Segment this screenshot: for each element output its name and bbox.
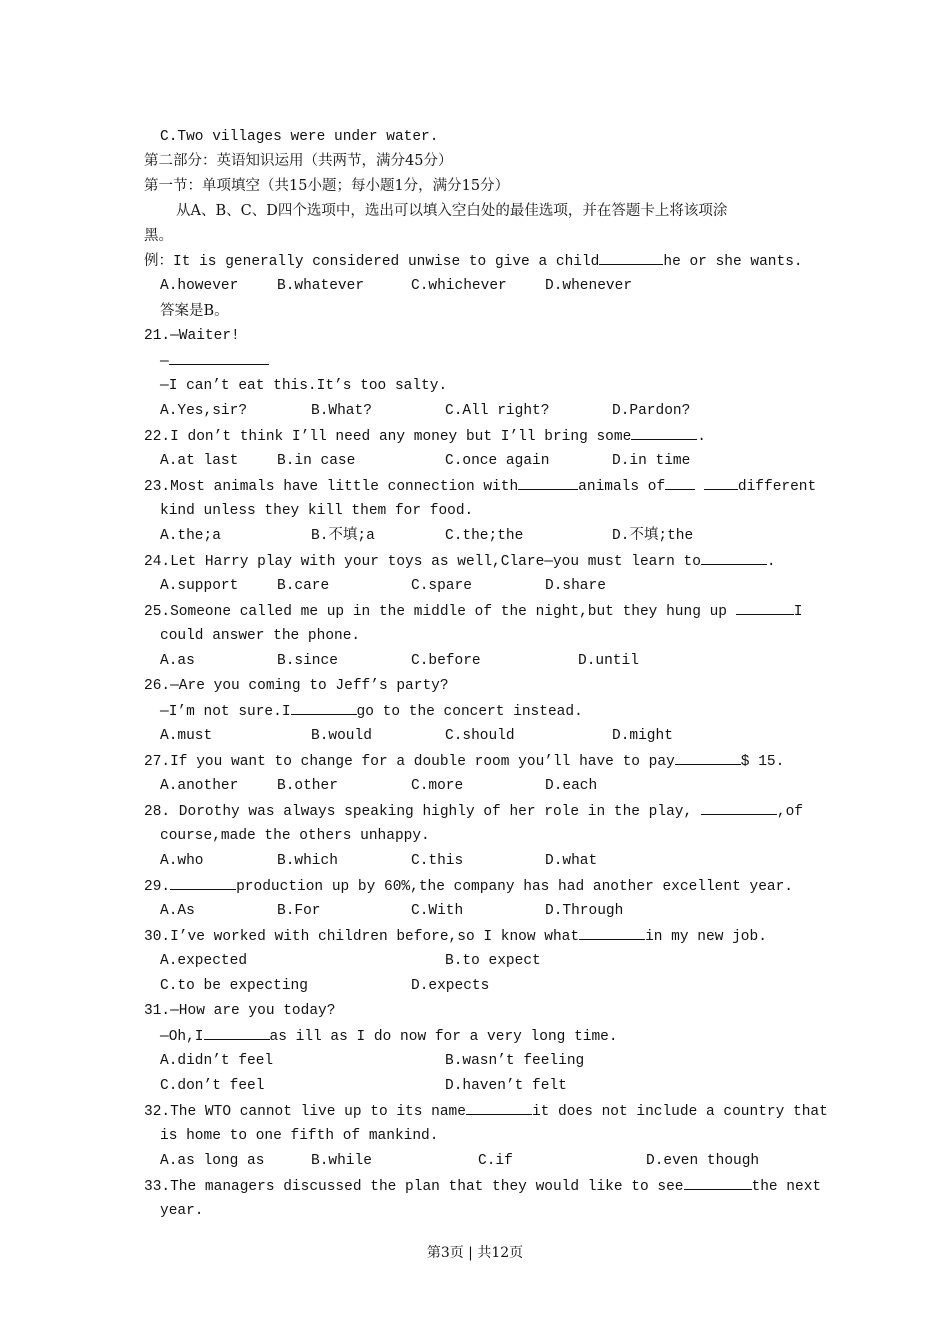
question-29: 29. production up by 60%,the company has had another excellent year. — [144, 874, 814, 898]
question-30: 30.I’ve worked with children before,so I know what in my new job. — [144, 924, 814, 948]
question-30-options-row2: C.to be expecting D.expects — [160, 978, 490, 994]
answer-blank — [665, 474, 695, 490]
question-22: 22.I don’t think I’ll need any money but I’ll bring some . — [144, 424, 814, 448]
question-22-options: A.at last B.in case C.once again D.in time — [160, 453, 691, 469]
question-28-options: A.who B.which C.this D.what — [160, 853, 598, 869]
question-31-options-row1: A.didn’t feel B.wasn’t feeling — [160, 1053, 585, 1069]
example-options: A.however B.whatever C.whichever D.whenever — [160, 278, 633, 294]
question-23: 23.Most animals have little connection with animals of different — [144, 474, 814, 498]
answer-blank — [704, 474, 738, 490]
answer-blank — [736, 599, 794, 615]
answer-blank — [169, 349, 269, 365]
question-32: 32.The WTO cannot live up to its name it does not include a country that — [144, 1099, 814, 1123]
question-28: 28. Dorothy was always speaking highly of her role in the play, ,of — [144, 799, 814, 823]
question-31-options-row2: C.don’t feel D.haven’t felt — [160, 1078, 567, 1094]
example-answer: 答案是B。 — [160, 303, 229, 319]
answer-blank — [701, 799, 777, 815]
question-31-reply: —Oh,I as ill as I do now for a very long time. — [160, 1024, 830, 1048]
example-question: 例：It is generally considered unwise to give a child he or she wants. — [144, 249, 814, 273]
answer-blank — [518, 474, 578, 490]
answer-blank — [675, 749, 741, 765]
question-28-line2: course,made the others unhappy. — [160, 828, 430, 844]
question-33-line2: year. — [160, 1203, 204, 1219]
answer-blank — [170, 874, 236, 890]
question-27-options: A.another B.other C.more D.each — [160, 778, 598, 794]
question-25: 25.Someone called me up in the middle of the night,but they hung up I — [144, 599, 814, 623]
answer-blank — [631, 424, 697, 440]
answer-blank — [579, 924, 645, 940]
prev-option-c: C.Two villages were under water. — [160, 129, 439, 145]
page-footer: 第3页 | 共12页 — [426, 1245, 524, 1261]
question-32-options: A.as long as B.while C.if D.even though — [160, 1153, 760, 1169]
answer-blank — [701, 549, 767, 565]
answer-blank — [684, 1174, 752, 1190]
question-21-options: A.Yes,sir? B.What? C.All right? D.Pardon? — [160, 403, 691, 419]
question-25-line2: could answer the phone. — [160, 628, 361, 644]
question-24: 24.Let Harry play with your toys as well,Clare—you must learn to . — [144, 549, 814, 573]
question-25-options: A.as B.since C.before D.until — [160, 653, 639, 669]
question-30-options-row1: A.expected B.to expect — [160, 953, 541, 969]
question-21-reply: — — [160, 349, 830, 373]
question-31: 31.—How are you today? — [144, 1003, 336, 1019]
section-heading-part1: 第一节：单项填空（共15小题；每小题1分，满分15分） — [144, 178, 510, 194]
question-32-line2: is home to one fifth of mankind. — [160, 1128, 439, 1144]
question-23-options: A.the;a B.不填;a C.the;the D.不填;the — [160, 528, 694, 544]
answer-blank — [291, 699, 357, 715]
question-33: 33.The managers discussed the plan that they would like to see the next — [144, 1174, 814, 1198]
question-29-options: A.As B.For C.With D.Through — [160, 903, 624, 919]
question-21: 21.—Waiter! — [144, 328, 240, 344]
instructions-line1: 从A、B、C、D四个选项中，选出可以填入空白处的最佳选项，并在答题卡上将该项涂 — [176, 203, 728, 219]
answer-blank — [204, 1024, 270, 1040]
question-26: 26.—Are you coming to Jeff’s party? — [144, 678, 449, 694]
answer-blank — [599, 249, 663, 265]
question-23-line2: kind unless they kill them for food. — [160, 503, 474, 519]
question-26-options: A.must B.would C.should D.might — [160, 728, 673, 744]
question-24-options: A.support B.care C.spare D.share — [160, 578, 606, 594]
section-heading-part2: 第二部分：英语知识运用（共两节，满分45分） — [144, 153, 453, 169]
answer-blank — [466, 1099, 532, 1115]
question-21-line3: —I can’t eat this.It’s too salty. — [160, 378, 448, 394]
instructions-line2: 黑。 — [144, 228, 173, 244]
question-27: 27.If you want to change for a double room you’ll have to pay $ 15. — [144, 749, 814, 773]
question-26-reply: —I’m not sure.I go to the concert instead. — [160, 699, 830, 723]
